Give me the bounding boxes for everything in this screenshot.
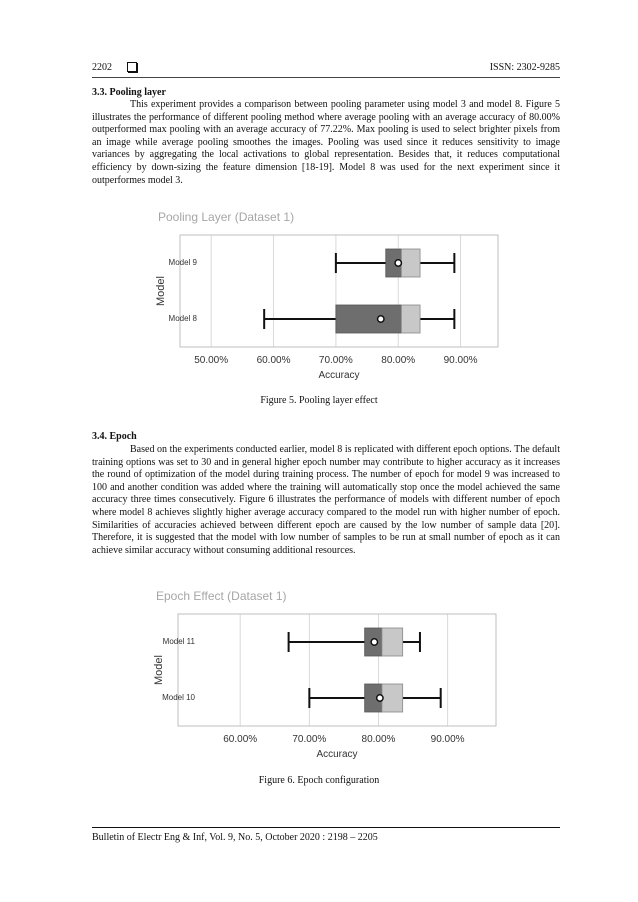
category-label: Model 10	[162, 693, 195, 702]
x-tick-label: 60.00%	[223, 734, 258, 745]
box-upper-quartile	[382, 628, 403, 656]
section-3-3-title: 3.3. Pooling layer	[92, 87, 166, 98]
figure-5-chart	[150, 205, 510, 390]
box-lower-quartile	[336, 305, 401, 333]
x-axis-label: Accuracy	[316, 749, 358, 760]
chart-title: Pooling Layer (Dataset 1)	[158, 210, 295, 224]
epoch-effect-boxplot	[148, 584, 508, 764]
section-3-4-paragraph: Based on the experiments conducted earlier, model 8 is replicated with different epoch options. The default training options was set to 30 and in general higher epoch number may contribute to higher accuracy as it increases the round of optimization of the model during training process. The number of epoch for model 9 was increased to 100 and another condition was added where the training will automatically stop once the model achieved the same accuracy three times consecutively. Figure 6 illustrates the performance of models with different number of epoch where model 8 achieves slightly higher average accuracy compared to the model run with higher number of epoch. Similarities of accuracies achieved between different epoch are caused by the low number of sample data [20]. Therefore, it is suggested that the model with low number of samples to be run at small number of epoch as it can achieve similar accuracy without consuming additional resources.	[92, 444, 560, 556]
figure-6-chart	[148, 584, 508, 769]
mean-marker	[377, 695, 383, 701]
box-upper-quartile	[382, 684, 403, 712]
category-label: Model 8	[168, 314, 197, 323]
y-axis-label: Model	[155, 276, 167, 306]
box-model-10	[309, 684, 440, 712]
figure-6-caption: Figure 6. Epoch configuration	[258, 775, 380, 786]
mean-marker	[371, 639, 377, 645]
box-model-9	[336, 249, 454, 277]
section-3-4-title: 3.4. Epoch	[92, 431, 137, 442]
footer-rule	[92, 827, 560, 828]
mean-marker	[378, 316, 384, 322]
box-model-11	[289, 628, 420, 656]
x-tick-label: 70.00%	[292, 734, 327, 745]
mean-marker	[395, 260, 401, 266]
y-axis-label: Model	[153, 655, 165, 685]
box-upper-quartile	[401, 305, 420, 333]
x-tick-label: 80.00%	[381, 355, 416, 366]
checkbox-square-icon	[127, 62, 137, 72]
chart-title: Epoch Effect (Dataset 1)	[156, 589, 287, 603]
header-rule	[92, 77, 560, 78]
journal-issn: ISSN: 2302-9285	[489, 62, 560, 73]
x-tick-label: 90.00%	[443, 355, 478, 366]
x-tick-label: 80.00%	[361, 734, 396, 745]
plot-frame	[178, 614, 496, 726]
category-label: Model 9	[168, 258, 197, 267]
box-model-8	[264, 305, 454, 333]
pooling-layer-boxplot	[150, 205, 510, 385]
x-axis-label: Accuracy	[318, 370, 360, 381]
footer-citation: Bulletin of Electr Eng & Inf, Vol. 9, No. 5, October 2020 : 2198 – 2205	[92, 832, 378, 843]
figure-5-caption: Figure 5. Pooling layer effect	[260, 395, 378, 406]
page-number: 2202	[92, 62, 112, 73]
section-3-3-paragraph: This experiment provides a comparison between pooling parameter using model 3 and model 8. Figure 5 illustrates the performance of different pooling method where average pooling with an average accuracy of 80.00% outperformed max pooling with an average accuracy of 77.22%. Max pooling is used to select brighter pixels from an image while average pooling smoothes the images. Pooling was used since it reduces sensitivity to image variances by aggregating the local activations to global representation. Besides that, it reduces computational efficiency by down-sizing the feature dimension [18-19]. Model 8 was used for the next experiment since it outperformes model 3.	[92, 99, 560, 186]
x-tick-label: 90.00%	[430, 734, 465, 745]
category-label: Model 11	[162, 637, 195, 646]
x-tick-label: 50.00%	[194, 355, 229, 366]
x-tick-label: 70.00%	[318, 355, 353, 366]
x-tick-label: 60.00%	[256, 355, 291, 366]
box-upper-quartile	[401, 249, 420, 277]
